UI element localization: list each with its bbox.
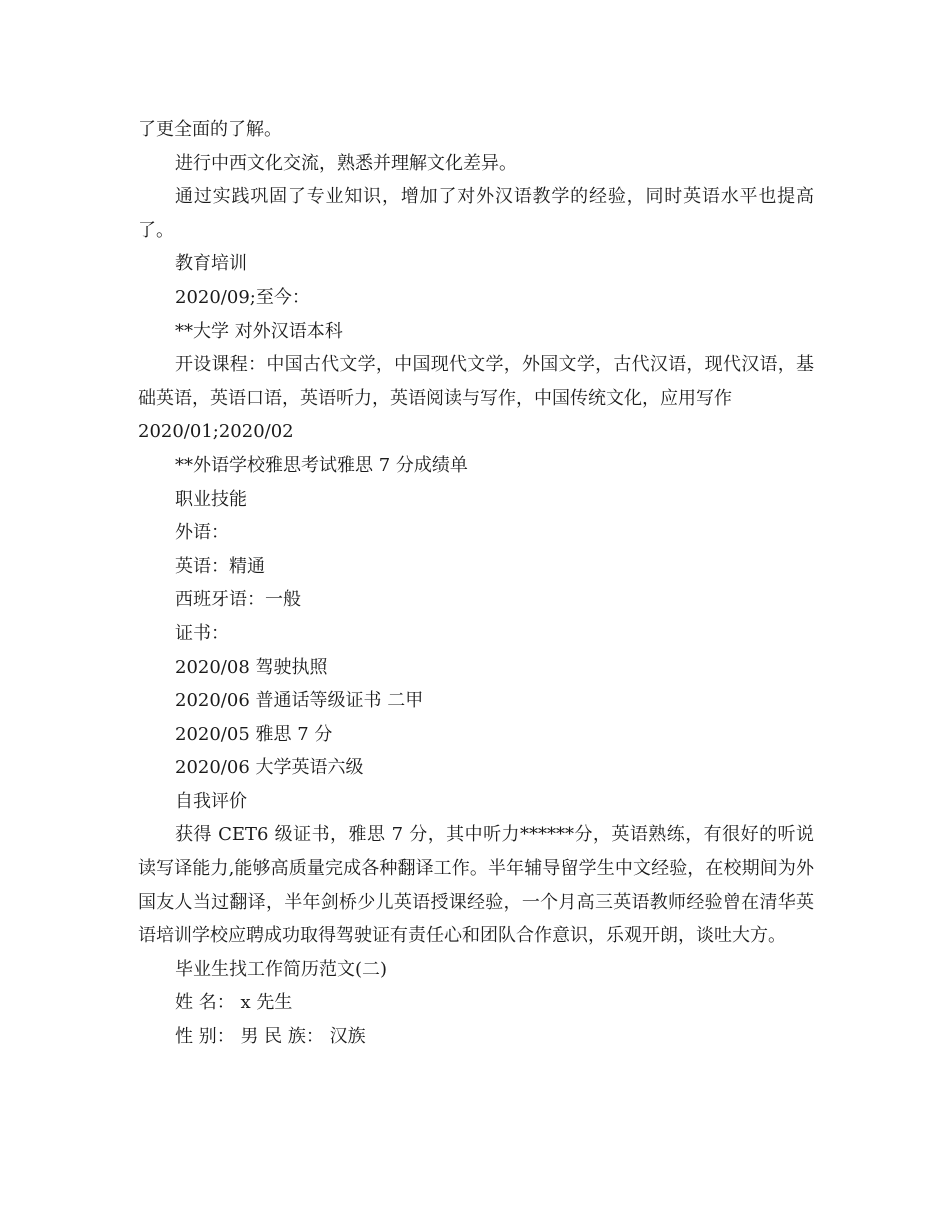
certificate-cet6: 2020/06 大学英语六级 (175, 757, 364, 779)
certificate-driving: 2020/08 驾驶执照 (175, 656, 328, 678)
paragraph-courses: 开设课程：中国古代文学，中国现代文学，外国文学，古代汉语，现代汉语，基础英语，英语口语，英语听力，英语阅读与写作，中国传统文化，应用写作 (138, 354, 814, 409)
education-date: 2020/09;至今： (175, 286, 310, 308)
skills-english: 英语：精通 (175, 555, 265, 577)
skills-language-label: 外语： (175, 522, 229, 544)
heading-resume-two: 毕业生找工作简历范文(二) (175, 958, 388, 980)
training-date: 2020/01;2020/02 (138, 421, 294, 443)
skills-spanish: 西班牙语：一般 (175, 589, 301, 611)
certificate-ielts: 2020/05 雅思 7 分 (175, 723, 333, 745)
field-gender-ethnicity: 性 别： 男 民 族： 汉族 (175, 1026, 366, 1048)
certificates-label: 证书： (175, 622, 229, 644)
heading-skills: 职业技能 (175, 488, 247, 510)
field-name: 姓 名： x 先生 (175, 992, 293, 1014)
education-school: **大学 对外汉语本科 (175, 320, 343, 342)
training-school: **外语学校雅思考试雅思 7 分成绩单 (175, 454, 468, 476)
document-body (138, 113, 814, 1054)
paragraph-culture-exchange: 进行中西文化交流，熟悉并理解文化差异。 (175, 152, 517, 174)
paragraph-continuation: 了更全面的了解。 (138, 119, 282, 140)
paragraph-self-evaluation: 获得 CET6 级证书，雅思 7 分，其中听力******分，英语熟练，有很好的听说读写译能力,能够高质量完成各种翻译工作。半年辅导留学生中文经验，在校期间为外国友人当过翻译，半年剑桥少儿英语授课经验，一个月高三英语教师经验曾在清华英语培训学校应聘成功取得驾驶证有责任心和团队合作意识，乐观开朗，谈吐大方。 (138, 824, 814, 947)
heading-self-evaluation: 自我评价 (175, 790, 247, 812)
paragraph-practice: 通过实践巩固了专业知识，增加了对外汉语教学的经验，同时英语水平也提高了。 (138, 186, 814, 241)
certificate-mandarin: 2020/06 普通话等级证书 二甲 (175, 690, 424, 712)
heading-education: 教育培训 (175, 253, 247, 275)
